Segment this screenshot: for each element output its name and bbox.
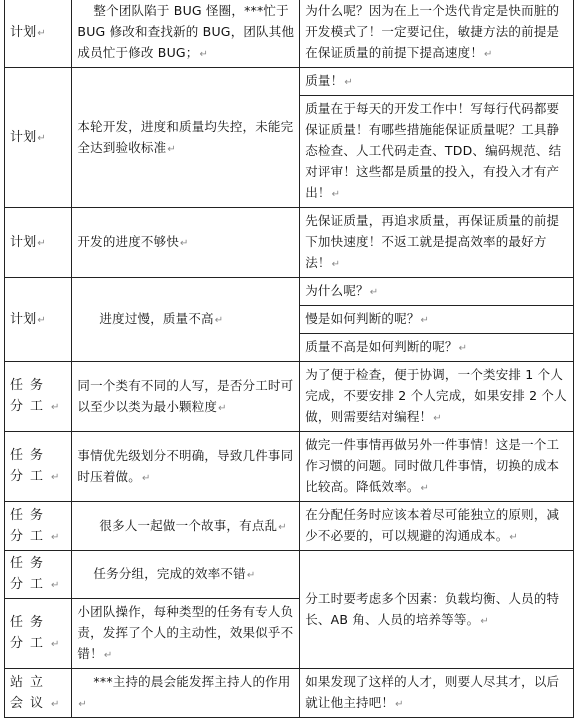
paragraph-mark: ↵ [344, 77, 353, 88]
issue-text: 进度过慢，质量不高 [99, 311, 214, 326]
response-cell [300, 362, 574, 432]
category-cell [5, 362, 72, 432]
table-row [5, 502, 574, 551]
paragraph-mark: ↵ [78, 699, 88, 710]
table-row [5, 362, 574, 432]
issue-cell [72, 208, 300, 278]
paragraph-mark: ↵ [37, 132, 46, 144]
issue-cell [72, 0, 300, 68]
paragraph-mark: ↵ [51, 402, 60, 413]
paragraph-mark: ↵ [51, 580, 60, 591]
response-text: 分工时要考虑多个因素：负载均衡、人员的特长、AB 角、人员的培养等等。 [305, 590, 560, 627]
response-text: 慢是如何判断的呢？ [305, 311, 420, 326]
paragraph-mark: ↵ [37, 314, 46, 326]
response-cell [300, 306, 574, 334]
table-row [5, 0, 574, 68]
issue-text: 同一个类有不同的人写，是否分工时可以至少以类为最小颗粒度 [77, 377, 294, 414]
paragraph-mark: ↵ [37, 237, 46, 249]
paragraph-mark: ↵ [331, 189, 341, 200]
issue-text: 很多人一起做一个故事，有点乱 [99, 517, 278, 533]
paragraph-mark: ↵ [180, 238, 189, 249]
paragraph-mark: ↵ [458, 343, 468, 354]
issue-cell [72, 502, 300, 551]
table-row [5, 208, 574, 278]
category-label: 任务分工 [10, 448, 51, 484]
paragraph-mark: ↵ [480, 615, 489, 627]
table-row [5, 551, 574, 599]
category-label: 计划 [10, 311, 37, 327]
category-label: 任务分工 [10, 507, 51, 544]
category-label: 计划 [10, 129, 37, 145]
category-label: 计划 [10, 234, 37, 250]
paragraph-mark: ↵ [103, 650, 113, 661]
response-text: 为什么呢？因为在上一个迭代肯定是快而脏的开发模式了！一定要记住，敏捷方法的前提是在保证质量的前提下提高速度！ [305, 3, 560, 60]
issue-cell [72, 599, 300, 669]
issue-text: 任务分组，完成的效率不错 [93, 566, 246, 581]
response-text: 在分配任务时应该本着尽可能独立的原则，减少不必要的，可以规避的沟通成本。 [305, 507, 560, 543]
table-row [5, 669, 574, 718]
paragraph-mark: ↵ [278, 521, 287, 533]
issue-cell [72, 432, 300, 502]
category-label: 任务分工 [10, 378, 51, 414]
response-text: 如果发现了这样的人才，则要人尽其才，以后就让他主持吧！ [305, 674, 560, 710]
paragraph-mark: ↵ [331, 259, 341, 270]
paragraph-mark: ↵ [420, 315, 430, 326]
paragraph-mark: ↵ [141, 472, 151, 484]
response-text: 为什么呢？ [305, 283, 369, 298]
category-label: 任务分工 [10, 556, 51, 592]
response-cell [300, 208, 574, 278]
category-label: 计划 [10, 24, 37, 40]
table-row [5, 432, 574, 502]
issue-cell [72, 669, 300, 718]
category-cell [5, 551, 72, 599]
issue-cell [72, 68, 300, 208]
issue-text: 开发的进度不够快 [77, 234, 180, 249]
issue-text: 小团队操作，每种类型的任务有专人负责，发挥了个人的主动性，效果似乎不错！ [77, 604, 294, 661]
issue-text: 整个团队陷于 BUG 怪圈，***忙于 BUG 修改和查找新的 BUG，团队其他成员忙于修改 BUG； [77, 3, 295, 60]
response-cell [300, 278, 574, 306]
category-label: 任务分工 [10, 615, 51, 651]
paragraph-mark: ↵ [199, 49, 209, 60]
paragraph-mark: ↵ [51, 698, 60, 710]
paragraph-mark: ↵ [51, 531, 60, 543]
paragraph-mark: ↵ [369, 287, 379, 298]
response-cell [300, 432, 574, 502]
category-cell [5, 278, 72, 362]
issue-text: 事情优先级划分不明确，导致几件事同时压着做。 [77, 447, 294, 484]
paragraph-mark: ↵ [395, 699, 404, 710]
response-text: 先保证质量，再追求质量，再保证质量的前提下加快速度！不返工就是提高效率的最好方法！ [305, 213, 560, 270]
response-text: 质量！ [305, 73, 344, 88]
category-cell [5, 502, 72, 551]
response-cell [300, 334, 574, 362]
table-row [5, 278, 574, 306]
paragraph-mark: ↵ [51, 472, 60, 483]
response-text: 做完一件事情再做另外一件事情！这是一个工作习惯的问题。同时做几件事情，切换的成本比较高。降低效率。 [305, 437, 560, 494]
paragraph-mark: ↵ [246, 570, 256, 581]
response-cell [300, 96, 574, 208]
response-cell [300, 551, 574, 669]
paragraph-mark: ↵ [484, 49, 493, 60]
issue-cell [72, 362, 300, 432]
paragraph-mark: ↵ [509, 532, 519, 543]
paragraph-mark: ↵ [218, 402, 227, 414]
paragraph-mark: ↵ [51, 639, 60, 650]
issue-cell [72, 551, 300, 599]
response-text: 质量不高是如何判断的呢？ [305, 339, 458, 354]
table-row [5, 68, 574, 96]
paragraph-mark: ↵ [37, 27, 46, 39]
paragraph-mark: ↵ [167, 143, 176, 155]
response-cell [300, 0, 574, 68]
paragraph-mark: ↵ [214, 315, 224, 326]
paragraph-mark: ↵ [420, 483, 430, 494]
issue-cell [72, 278, 300, 362]
category-cell [5, 599, 72, 669]
category-label: 站立会议 [10, 674, 51, 711]
category-cell [5, 68, 72, 208]
issue-text: ***主持的晨会能发挥主持人的作用 [93, 674, 291, 689]
response-cell [300, 502, 574, 551]
category-cell [5, 669, 72, 718]
issue-text: 本轮开发，进度和质量均失控，未能完全达到验收标准 [77, 118, 294, 155]
response-text: 质量在于每天的开发工作中！写每行代码都要保证质量！有哪些措施能保证质量呢？工具静态检查、人工代码走查、TDD、编码规范、结对评审！这些都是质量的投入，有投入才有产出！ [305, 101, 562, 200]
response-cell [300, 669, 574, 718]
paragraph-mark: ↵ [433, 413, 442, 424]
retrospective-table [4, 0, 574, 718]
response-text: 为了便于检查，便于协调，一个类安排 1 个人完成，不要安排 2 个人完成，如果安排 2 个人做，则需要结对编程！ [305, 367, 567, 424]
response-cell [300, 68, 574, 96]
category-cell [5, 0, 72, 68]
category-cell [5, 208, 72, 278]
category-cell [5, 432, 72, 502]
